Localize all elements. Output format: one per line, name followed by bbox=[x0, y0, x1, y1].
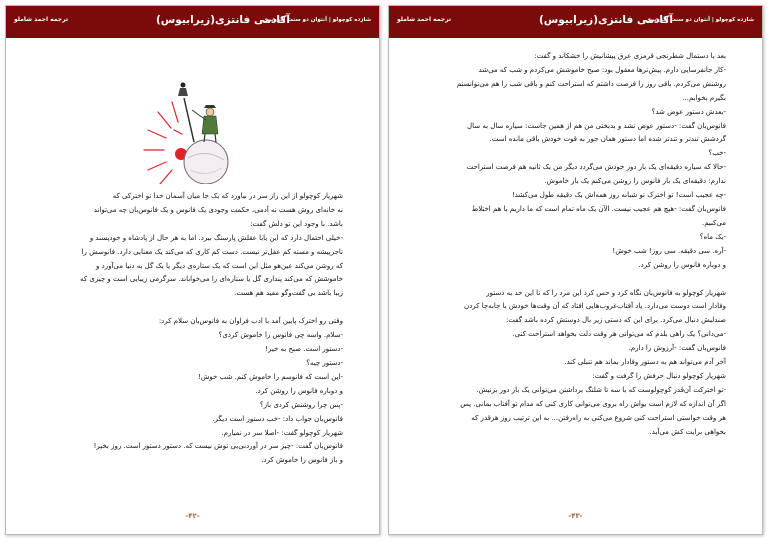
header-translator: ترجمه احمد شاملو bbox=[397, 16, 452, 23]
page-number: -۴۳- bbox=[568, 512, 583, 520]
text-line: و دوباره فانوس را روشن کرد. bbox=[255, 386, 343, 395]
header-title: آکادمی فانتزی(زیرابیوس) bbox=[539, 14, 674, 26]
text-line: روشنش می‌کردم. باقی روز را فرصت داشتم که استراحت کنم و باقی شب را هم می‌توانستم bbox=[456, 79, 726, 88]
text-line: -چه عجیب است! تو اخترک تو شبانه روز همه‌اش یک دقیقه طول می‌کشد! bbox=[511, 191, 726, 200]
lamplighter-illustration bbox=[6, 38, 379, 184]
text-line: -می‌دانی؟ یک راهی بلدم که می‌توانی هر وقت دلت بخواهد استراحت کنی. bbox=[512, 330, 726, 339]
text-line: می‌کنیم. bbox=[701, 218, 726, 227]
text-line: گردشش تندتر و تندتر شده اما دستور همان جور به قوت خودش باقی مانده است. bbox=[489, 135, 726, 144]
paragraph-gap bbox=[421, 273, 726, 287]
text-line: صندلیش دنبال می‌کرد. برای این که دستی زیر بال دوستش کرده باشد گفت: bbox=[505, 316, 726, 325]
left-page bbox=[5, 5, 380, 535]
text-line: شهریار کوچولو از این راز سر در نیاورد که یک جا میان آسمان خدا تو اخترکی که bbox=[112, 192, 343, 200]
text-line: -یک ماه؟ bbox=[699, 232, 726, 241]
text-line: -خیلی احتمال دارد که این بابا عقلش پارسنگ ببرد. اما به هر حال از پادشاه و خودپسند و bbox=[89, 233, 343, 242]
text-line: شهریار کوچولو به فانوس‌بان نگاه کرد و حس کرد این مرد را که تا این حد به دستور bbox=[486, 288, 726, 297]
text-line: فانوس‌بان گفت: -دستور عوض نشد و بدبختی من هم از همین جاست: سیاره سال به سال bbox=[467, 121, 726, 130]
text-line: بخواهی برایت کش می‌آید. bbox=[649, 427, 726, 436]
text-line: بگیرم بخوابم... bbox=[682, 93, 726, 102]
text-line: -تو اخترکت آن‌قدر کوچولوست که با سه تا شلنگ برداشتن می‌توانی یک بار دور بزنیش. bbox=[476, 385, 726, 394]
text-line: خاموشش که می‌کند پنداری گل یا ستاره‌ای را می‌خواباند. سرگرمی زیبایی است و چیزی که bbox=[80, 275, 343, 284]
header-book-title: شازده کوچولو | آنتوان دو سنت اگزوپری bbox=[262, 17, 371, 23]
header-translator: ترجمه احمد شاملو bbox=[14, 16, 69, 23]
text-line: باشد. با وجود این تو دلش گفت: bbox=[250, 219, 343, 228]
text-line: فانوس‌بان گفت: -آرزوش را دارم. bbox=[628, 344, 726, 353]
text-line: شهریار کوچولو گفت: -اصلا سر در نمیارم. bbox=[221, 428, 343, 437]
text-line: فانوس‌بان جواب داد: -خب دستور است دیگر. bbox=[212, 414, 343, 423]
header-book-title: شازده کوچولو | آنتوان دو سنت اگزوپری bbox=[645, 17, 754, 23]
text-line: بعد با دستمال شطرنجی قرمزی عرق پیشانیش را خشکاند و گفت: bbox=[534, 52, 726, 60]
text-line: فانوس‌بان گفت: -چیز سر در آوردنی‌یی توش نیست که. دستور دستور است. روز بخیر! bbox=[93, 442, 343, 451]
text-line: اگر آن اندازه که لازم است یواش راه بروی می‌توانی کاری کنی که مدام تو آفتاب بمانی. پس bbox=[460, 399, 726, 408]
text-line: هر وقت خواستی استراحت کنی شروع می‌کنی به راه‌رفتن... به این ترتیب روز هرقدر که bbox=[471, 413, 726, 422]
right-body-text bbox=[389, 50, 762, 439]
text-line: -بعدش دستور عوض شد؟ bbox=[651, 107, 726, 116]
text-line: نه خانه‌ای روش هست نه آدمی، حکمت وجودی یک فانوس و یک فانوس‌بان چه می‌تواند bbox=[93, 205, 343, 214]
text-line: آخر آدم می‌تواند هم به دستور وفادار بماند هم تنبلی کند. bbox=[564, 358, 726, 367]
page-header bbox=[389, 6, 762, 38]
text-line: تاجرپیشه و مسته کم عقل‌تر نیست. دست کم کاری که می‌کند یک معنایی دارد. فانوسش را bbox=[81, 247, 343, 256]
page-number: -۴۲- bbox=[185, 512, 200, 520]
text-line: -دستور چیه؟ bbox=[306, 358, 343, 367]
text-line: زیبا باشد بی گفت‌وگو مفید هم هست. bbox=[234, 289, 343, 298]
header-title: آکادمی فانتزی(زیرابیوس) bbox=[156, 14, 291, 26]
text-line: -کار جانفرسایی دارم. پیش‌ترها معقول بود: صبح خاموشش می‌کردم و شب که می‌شد bbox=[478, 65, 726, 74]
page-header bbox=[6, 6, 379, 38]
text-line: وقتی رو اخترک پایین آمد با ادب فراوان به فانوس‌بان سلام کرد: bbox=[158, 317, 343, 326]
text-line: -آره. سی دقیقه. سی روز! شب خوش! bbox=[612, 246, 726, 255]
text-line: -دستور است. صبح به خیر! bbox=[265, 345, 343, 354]
right-page bbox=[388, 5, 763, 535]
text-line: -خب؟ bbox=[708, 149, 726, 158]
text-line: که روشن می‌کند عین‌هو مثل این است که یک ستاره‌ی دیگر یا یک گل به دنیا می‌آورد و bbox=[95, 261, 343, 270]
text-line: شهریار کوچولو دنبال حرفش را گرفت و گفت: bbox=[592, 371, 726, 380]
text-line: -این است که فانوسم را خاموش کنم. شب خوش! bbox=[198, 372, 343, 381]
text-line: و باز فانوس را خاموش کرد. bbox=[261, 456, 343, 465]
text-line: -سلام. واسه چی فانوس را خاموش کردی؟ bbox=[218, 331, 343, 340]
text-line: فانوس‌بان گفت: -هیچ هم عجیب نیست. الآن یک ماه تمام است که ما داریم با هم اختلاط bbox=[471, 204, 726, 213]
text-line: و دوباره فانوس را روشن کرد. bbox=[638, 260, 726, 269]
text-line: ندارم: دقیقه‌ای یک بار فانوس را روشن می‌کنم یک بار خاموش. bbox=[544, 177, 726, 186]
text-line: -پس چرا روشنش کردی باز؟ bbox=[259, 400, 343, 409]
text-line: -حالا که سیاره دقیقه‌ای یک بار دور خودش می‌گردد دیگر من یک ثانیه هم فرصت استراحت bbox=[466, 163, 726, 172]
paragraph-gap bbox=[38, 301, 343, 315]
left-body-text bbox=[6, 190, 379, 468]
text-line: وفادار است دوست می‌دارد. یاد آفتاب‌غروب‌هایی افتاد که آن وقت‌ها خودش با جابه‌جا کردن bbox=[464, 302, 726, 311]
